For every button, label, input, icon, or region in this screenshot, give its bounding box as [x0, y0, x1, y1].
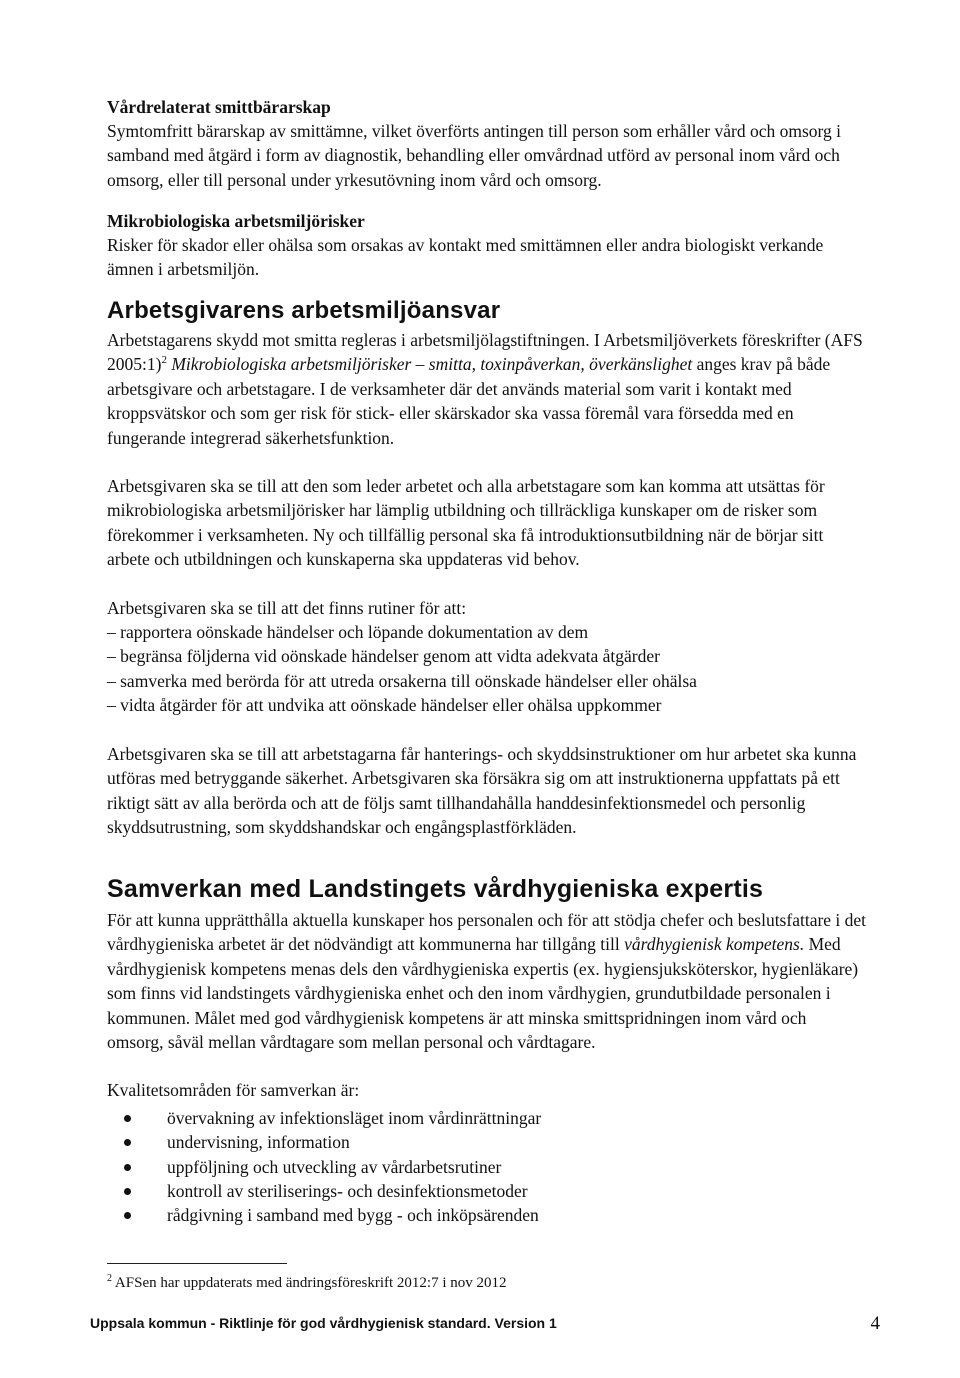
list-item-text: uppföljning och utveckling av vårdarbetsrutiner — [167, 1156, 502, 1177]
list-item: – rapportera oönskade händelser och löpande dokumentation av dem — [107, 622, 589, 643]
text-run: Med vårdhygienisk kompetens menas dels den vårdhygieniska expertis (ex. hygiensjuksköterskor, hygienläkare) som finns vid landstingets vårdhygieniska enhet och den inom vårdhygien, grundutbildade personalen i kommunen. Målet med god vårdhygienisk kompetens är att minska smittspridningen inom vård och omsorg, såväl mellan vårdtagare som mellan personal och vårdtagare. — [107, 934, 859, 1053]
list-item: – vidta åtgärder för att undvika att oönskade händelser eller ohälsa uppkommer — [107, 695, 662, 716]
list-item — [107, 1155, 867, 1179]
footnote — [107, 1273, 507, 1293]
list-item-text: kontroll av steriliserings- och desinfektionsmetoder — [167, 1181, 528, 1202]
list-item — [107, 1130, 867, 1154]
paragraph: Arbetsgivaren ska se till att det finns rutiner för att: — [107, 597, 467, 618]
italic-term: vårdhygienisk kompetens. — [624, 934, 805, 955]
list-item — [107, 1203, 867, 1227]
paragraph — [107, 328, 867, 450]
list-item: – samverka med berörda för att utreda orsakerna till oönskade händelser eller ohälsa — [107, 670, 697, 691]
bullet-icon — [124, 1164, 131, 1171]
page-number: 4 — [870, 1313, 880, 1334]
quality-areas-list — [107, 1106, 867, 1228]
text-run: anges krav på både arbetsgivare och arbetstagare. I de verksamheter där det används material som varit i kontakt med kroppsvätskor och som ger risk för stick- eller skärskador ska vassa föremål vara försedda med en fungerande integrerad säkerhetsfunktion. — [107, 354, 831, 448]
footnote-divider — [107, 1263, 287, 1264]
italic-title: Mikrobiologiska arbetsmiljörisker – smitta, toxinpåverkan, överkänslighet — [166, 354, 693, 375]
section-arbetsgivarens-ansvar — [107, 296, 867, 839]
page-footer — [90, 1313, 880, 1337]
section-smittbararskap — [107, 95, 867, 192]
section-heading: Vårdrelaterat smittbärarskap — [107, 97, 331, 117]
footnote-text: AFSen har uppdaterats med ändringsföreskrift 2012:7 i nov 2012 — [112, 1275, 507, 1291]
bullet-icon — [124, 1212, 131, 1219]
section-heading: Mikrobiologiska arbetsmiljörisker — [107, 211, 365, 231]
text-run: För att kunna upprätthålla aktuella kunskaper hos personalen och för att stödja chefer och beslutsfattare i det vårdhygieniska arbetet är det nödvändigt att kommunerna har tillgång till — [107, 910, 867, 955]
list-item-text: rådgivning i samband med bygg - och inköpsärenden — [167, 1205, 539, 1226]
section-heading: Samverkan med Landstingets vårdhygieniska expertis — [107, 875, 764, 903]
footer-text: Uppsala kommun - Riktlinje för god vårdhygienisk standard. Version 1 — [90, 1315, 557, 1331]
bullet-icon — [124, 1139, 131, 1146]
list-item: – begränsa följderna vid oönskade händelser genom att vidta adekvata åtgärder — [107, 646, 660, 667]
list-item-text: undervisning, information — [167, 1132, 350, 1153]
footnote-marker: 2 — [107, 1273, 112, 1284]
section-body: Risker för skador eller ohälsa som orsakas av kontakt med smittämnen eller andra biologiskt verkande ämnen i arbetsmiljön. — [107, 235, 824, 280]
paragraph: Arbetsgivaren ska se till att arbetstagarna får hanterings- och skyddsinstruktioner om hur arbetet ska kunna utföras med betryggande säkerhet. Arbetsgivaren ska försäkra sig om att instruktionerna uppfattats på ett riktigt sätt av alla berörda och att de följs samt tillhandahålla handdesinfektionsmedel och personlig skyddsutrustning, som skyddshandskar och engångsplastförkläden. — [107, 743, 857, 837]
list-item-text: övervakning av infektionsläget inom vårdinrättningar — [167, 1107, 542, 1128]
paragraph: Kvalitetsområden för samverkan är: — [107, 1080, 360, 1101]
section-body: Symtomfritt bärarskap av smittämne, vilket överförts antingen till person som erhåller vård och omsorg i samband med åtgärd i form av diagnostik, behandling eller omvårdnad utförd av personal inom vård och omsorg, eller till personal under yrkesutövning inom vård och omsorg. — [107, 121, 842, 190]
routine-list — [107, 620, 867, 718]
paragraph: Arbetsgivaren ska se till att den som leder arbetet och alla arbetstagare som kan komma att utsättas för mikrobiologiska arbetsmiljörisker har lämplig utbildning och tillräckliga kunskaper om de risker som förekommer i verksamheten. Ny och tillfällig personal ska få introduktionsutbildning när de börjar sitt arbete och utbildningen och kunskaperna ska uppdateras vid behov. — [107, 476, 825, 570]
bullet-icon — [124, 1115, 131, 1122]
footnote-marker: 2 — [161, 354, 167, 367]
section-heading: Arbetsgivarens arbetsmiljöansvar — [107, 297, 501, 324]
list-item — [107, 1106, 867, 1130]
list-item — [107, 1179, 867, 1203]
text-run: Arbetstagarens skydd mot smitta regleras i arbetsmiljölagstiftningen. I Arbetsmiljöverkets föreskrifter (AFS 2005:1) — [107, 330, 863, 375]
section-samverkan — [107, 874, 867, 1228]
paragraph — [107, 908, 867, 1054]
bullet-icon — [124, 1188, 131, 1195]
section-arbetsmiljorisker — [107, 209, 867, 282]
